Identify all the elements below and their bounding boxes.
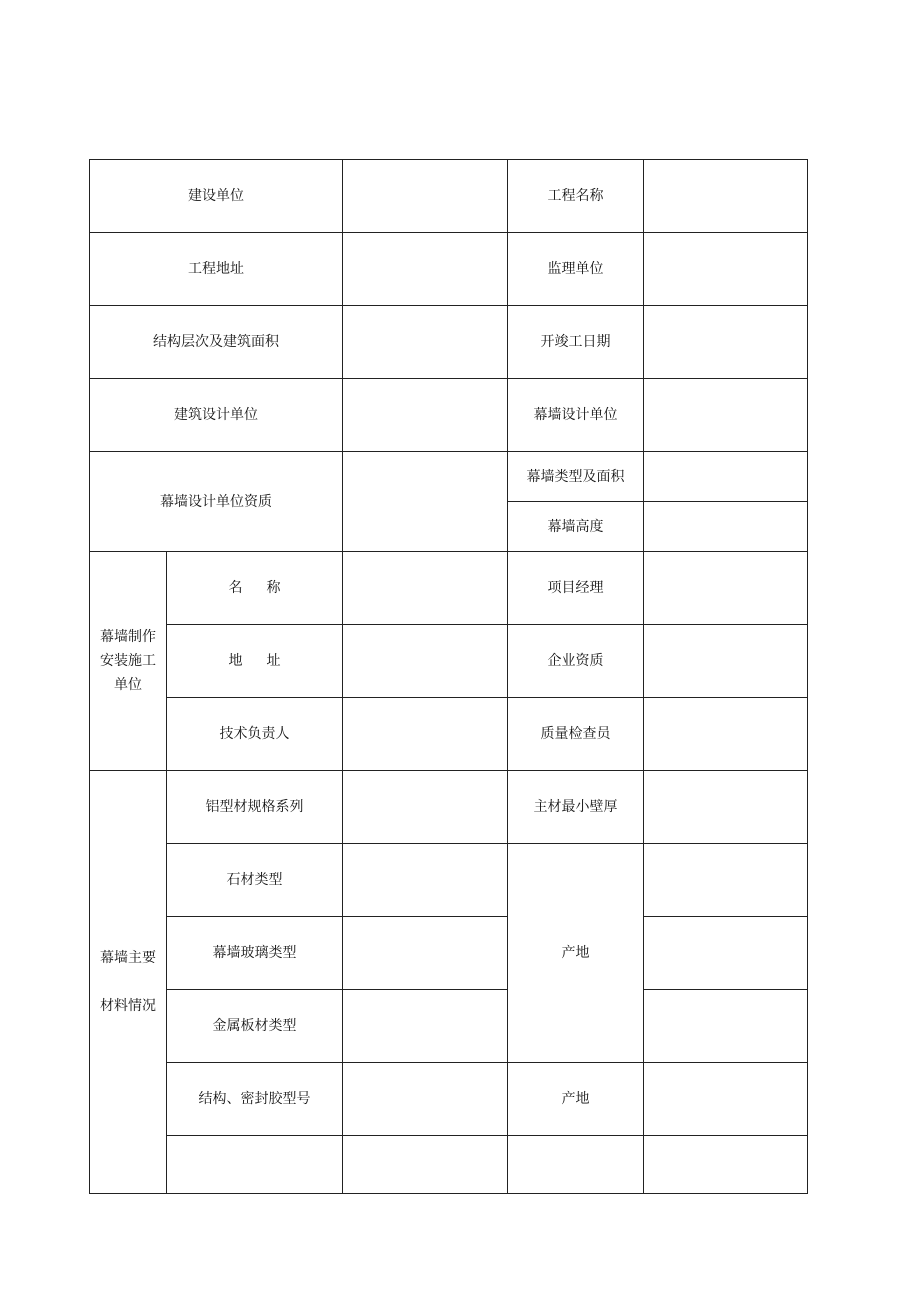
arch-design-unit-value[interactable]	[343, 379, 508, 452]
enterprise-qualification-value[interactable]	[644, 625, 808, 698]
curtain-height-label: 幕墙高度	[508, 502, 644, 552]
structure-area-label: 结构层次及建筑面积	[90, 306, 343, 379]
sealant-model-value[interactable]	[343, 1063, 508, 1136]
supervision-unit-value[interactable]	[644, 233, 808, 306]
installer-group-line-2: 安装施工	[100, 653, 156, 669]
technical-lead-value[interactable]	[343, 698, 508, 771]
curtain-type-area-label: 幕墙类型及面积	[508, 452, 644, 502]
project-manager-label: 项目经理	[508, 552, 644, 625]
start-end-date-value[interactable]	[644, 306, 808, 379]
sealant-origin-value[interactable]	[644, 1063, 808, 1136]
extra-origin-value-cell[interactable]	[644, 1136, 808, 1194]
project-manager-value[interactable]	[644, 552, 808, 625]
installer-group-line-3: 单位	[114, 677, 142, 693]
materials-group-line-2: 材料情况	[100, 998, 156, 1014]
supervision-unit-label: 监理单位	[508, 233, 644, 306]
installer-address-label	[167, 625, 343, 698]
project-name-label: 工程名称	[508, 160, 644, 233]
quality-inspector-value[interactable]	[644, 698, 808, 771]
glass-type-label: 幕墙玻璃类型	[167, 917, 343, 990]
project-name-value[interactable]	[644, 160, 808, 233]
enterprise-qualification-label: 企业资质	[508, 625, 644, 698]
materials-group-label	[90, 771, 167, 1194]
curtain-design-qualification-value[interactable]	[343, 452, 508, 552]
extra-origin-label-cell[interactable]	[508, 1136, 644, 1194]
arch-design-unit-label: 建筑设计单位	[90, 379, 343, 452]
extra-material-label-cell[interactable]	[167, 1136, 343, 1194]
origin-label-2: 产地	[508, 1063, 644, 1136]
curtain-design-unit-label: 幕墙设计单位	[508, 379, 644, 452]
installer-name-char-2: 称	[266, 580, 281, 596]
curtain-design-unit-value[interactable]	[644, 379, 808, 452]
start-end-date-label: 开竣工日期	[508, 306, 644, 379]
stone-type-value[interactable]	[343, 844, 508, 917]
min-wall-thickness-value[interactable]	[644, 771, 808, 844]
project-address-value[interactable]	[343, 233, 508, 306]
curtain-height-value[interactable]	[644, 502, 808, 552]
project-address-label: 工程地址	[90, 233, 343, 306]
installer-address-value[interactable]	[343, 625, 508, 698]
project-info-form	[89, 159, 808, 1194]
curtain-type-area-value[interactable]	[644, 452, 808, 502]
curtain-design-qualification-label: 幕墙设计单位资质	[90, 452, 343, 552]
metal-panel-origin-value[interactable]	[644, 990, 808, 1063]
glass-origin-value[interactable]	[644, 917, 808, 990]
technical-lead-label: 技术负责人	[167, 698, 343, 771]
installer-group-line-1: 幕墙制作	[100, 629, 156, 645]
materials-group-line-1: 幕墙主要	[100, 950, 156, 966]
min-wall-thickness-label: 主材最小壁厚	[508, 771, 644, 844]
metal-panel-type-value[interactable]	[343, 990, 508, 1063]
construction-unit-value[interactable]	[343, 160, 508, 233]
aluminum-series-value[interactable]	[343, 771, 508, 844]
metal-panel-type-label: 金属板材类型	[167, 990, 343, 1063]
quality-inspector-label: 质量检查员	[508, 698, 644, 771]
construction-unit-label: 建设单位	[90, 160, 343, 233]
sealant-model-label: 结构、密封胶型号	[167, 1063, 343, 1136]
installer-name-label	[167, 552, 343, 625]
origin-label-1: 产地	[508, 844, 644, 1063]
aluminum-series-label: 铝型材规格系列	[167, 771, 343, 844]
installer-group-label	[90, 552, 167, 771]
stone-origin-value[interactable]	[644, 844, 808, 917]
installer-address-char-1: 地	[228, 653, 243, 669]
extra-material-value-cell[interactable]	[343, 1136, 508, 1194]
installer-name-value[interactable]	[343, 552, 508, 625]
stone-type-label: 石材类型	[167, 844, 343, 917]
structure-area-value[interactable]	[343, 306, 508, 379]
installer-address-char-2: 址	[266, 653, 281, 669]
glass-type-value[interactable]	[343, 917, 508, 990]
installer-name-char-1: 名	[228, 580, 243, 596]
